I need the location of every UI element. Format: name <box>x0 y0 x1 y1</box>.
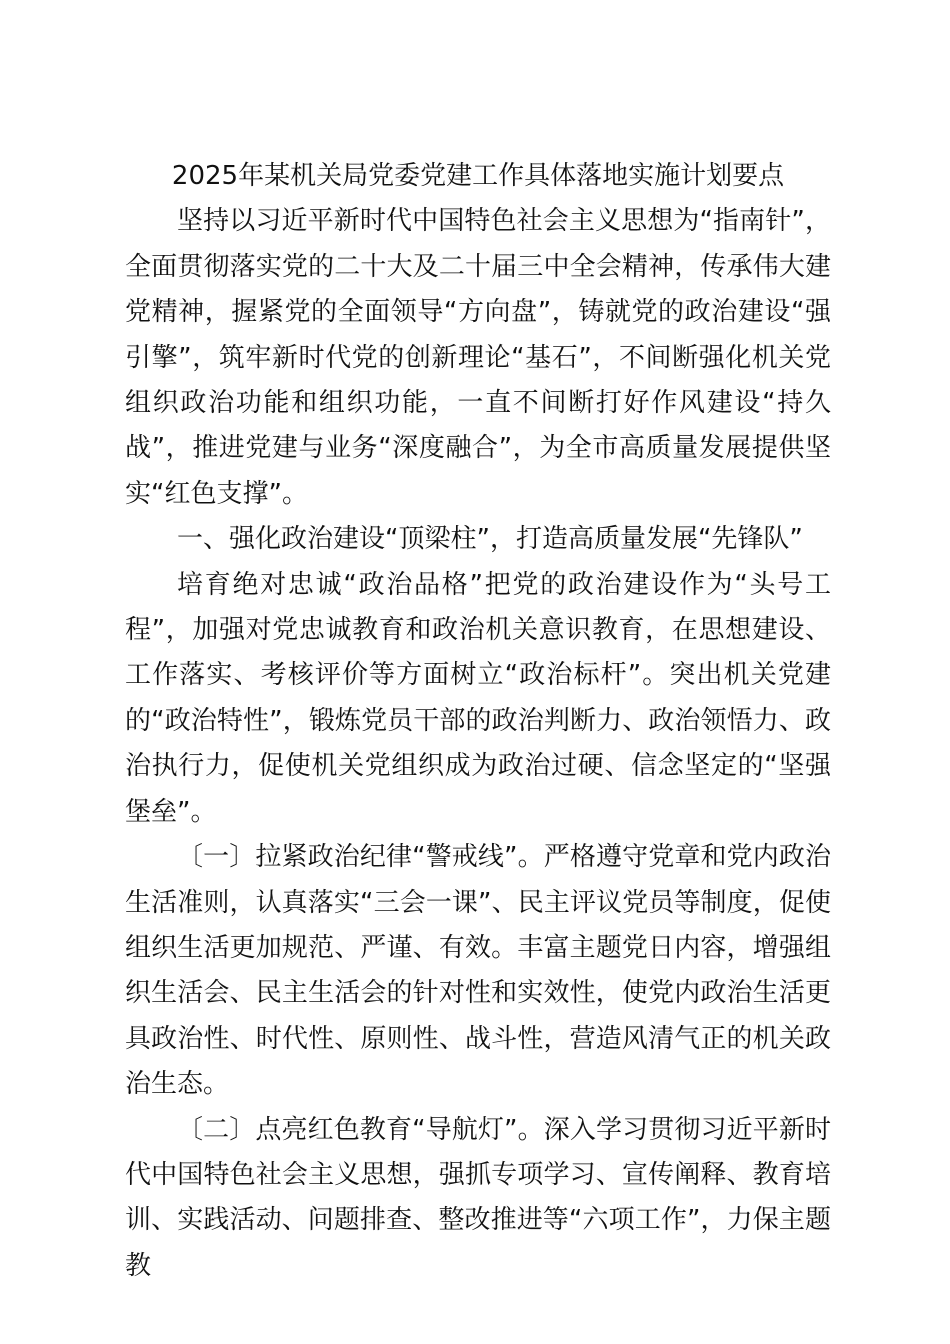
intro-paragraph: 坚持以习近平新时代中国特色社会主义思想为“指南针”，全面贯彻落实党的二十大及二十届三中全会精神，传承伟大建党精神，握紧党的全面领导“方向盘”，铸就党的政治建设“强引擎”，筑牢新时代党的创新理论“基石”，不间断强化机关党组织政治功能和组织功能，一直不间断打好作风建设“持久战”，推进党建与业务“深度融合”，为全市高质量发展提供坚实“红色支撑”。 <box>125 206 831 509</box>
item-1-paragraph: 〔一〕拉紧政治纪律“警戒线”。严格遵守党章和党内政治生活准则，认真落实“三会一课”、民主评议党员等制度，促使组织生活更加规范、严谨、有效。丰富主题党日内容，增强组织生活会、民主生活会的针对性和实效性，使党内政治生活更具政治性、时代性、原则性、战斗性，营造风清气正的机关政治生态。 <box>125 842 831 1100</box>
item-2-paragraph: 〔二〕点亮红色教育“导航灯”。深入学习贯彻习近平新时代中国特色社会主义思想，强抓专项学习、宣传阐释、教育培训、实践活动、问题排查、整改推进等“六项工作”，力保主题教 <box>125 1114 831 1281</box>
section-1-paragraph: 培育绝对忠诚“政治品格”把党的政治建设作为“头号工程”，加强对党忠诚教育和政治机关意识教育，在思想建设、工作落实、考核评价等方面树立“政治标杆”。突出机关党建的“政治特性”，锻炼党员干部的政治判断力、政治领悟力、政治执行力，促使机关党组织成为政治过硬、信念坚定的“坚强堡垒”。 <box>125 569 831 827</box>
document-body <box>125 154 831 1289</box>
document-title: 2025年某机关局党委党建工作具体落地实施计划要点 <box>171 161 785 191</box>
section-heading-1: 一、强化政治建设“顶梁柱”，打造高质量发展“先锋队” <box>177 524 803 555</box>
